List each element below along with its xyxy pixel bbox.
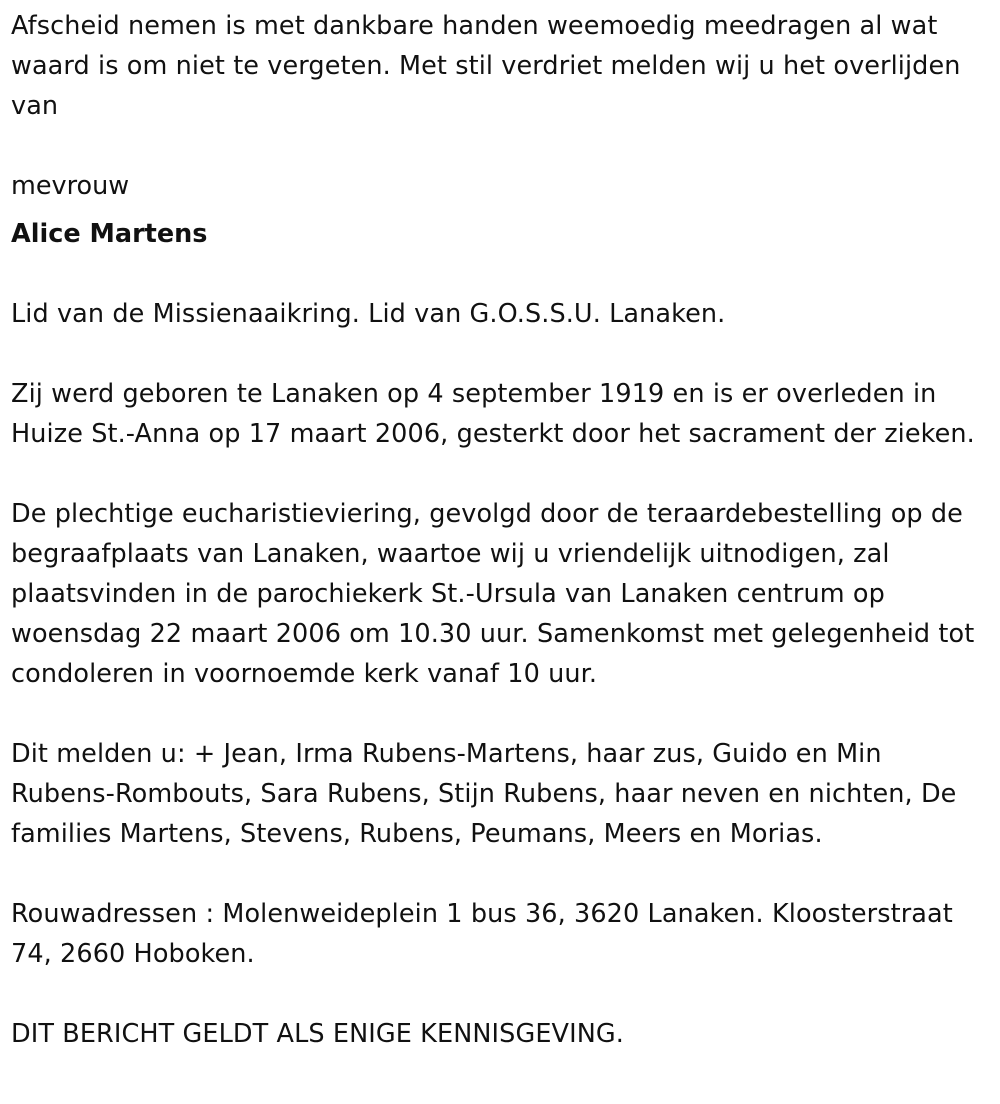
spacer [11, 126, 986, 166]
spacer [11, 974, 986, 1014]
honorific: mevrouw [11, 171, 130, 201]
spacer [11, 454, 986, 494]
birth-death-paragraph: Zij werd geboren te Lanaken op 4 september 1919 en is er overleden in Huize St.-Anna op 17 maart 2006, gesterkt door het sacrament der zieken. [11, 379, 975, 449]
spacer [11, 334, 986, 374]
closing-statement: DIT BERICHT GELDT ALS ENIGE KENNISGEVING. [11, 1019, 624, 1049]
family-paragraph: Dit melden u: + Jean, Irma Rubens-Martens, haar zus, Guido en Min Rubens-Rombouts, Sara Rubens, Stijn Rubens, haar neven en nichten, De families Martens, Stevens, Rubens, Peumans, Meers en Morias. [11, 739, 957, 849]
spacer [11, 854, 986, 894]
memberships-paragraph: Lid van de Missienaaikring. Lid van G.O.S.S.U. Lanaken. [11, 299, 726, 329]
addresses-paragraph: Rouwadressen : Molenweideplein 1 bus 36, 3620 Lanaken. Kloosterstraat 74, 2660 Hoboken. [11, 899, 953, 969]
spacer [11, 254, 986, 294]
deceased-name: Alice Martens [11, 219, 208, 249]
obituary-notice [11, 6, 986, 1054]
service-paragraph: De plechtige eucharistieviering, gevolgd door de teraardebestelling op de begraafplaats van Lanaken, waartoe wij u vriendelijk uitnodigen, zal plaatsvinden in de parochiekerk St.-Ursula van Lanaken centrum op woensdag 22 maart 2006 om 10.30 uur. Samenkomst met gelegenheid tot condoleren in voornoemde kerk vanaf 10 uur. [11, 499, 975, 689]
intro-paragraph: Afscheid nemen is met dankbare handen weemoedig meedragen al wat waard is om niet te vergeten. Met stil verdriet melden wij u het overlijden van [11, 11, 961, 121]
spacer [11, 694, 986, 734]
